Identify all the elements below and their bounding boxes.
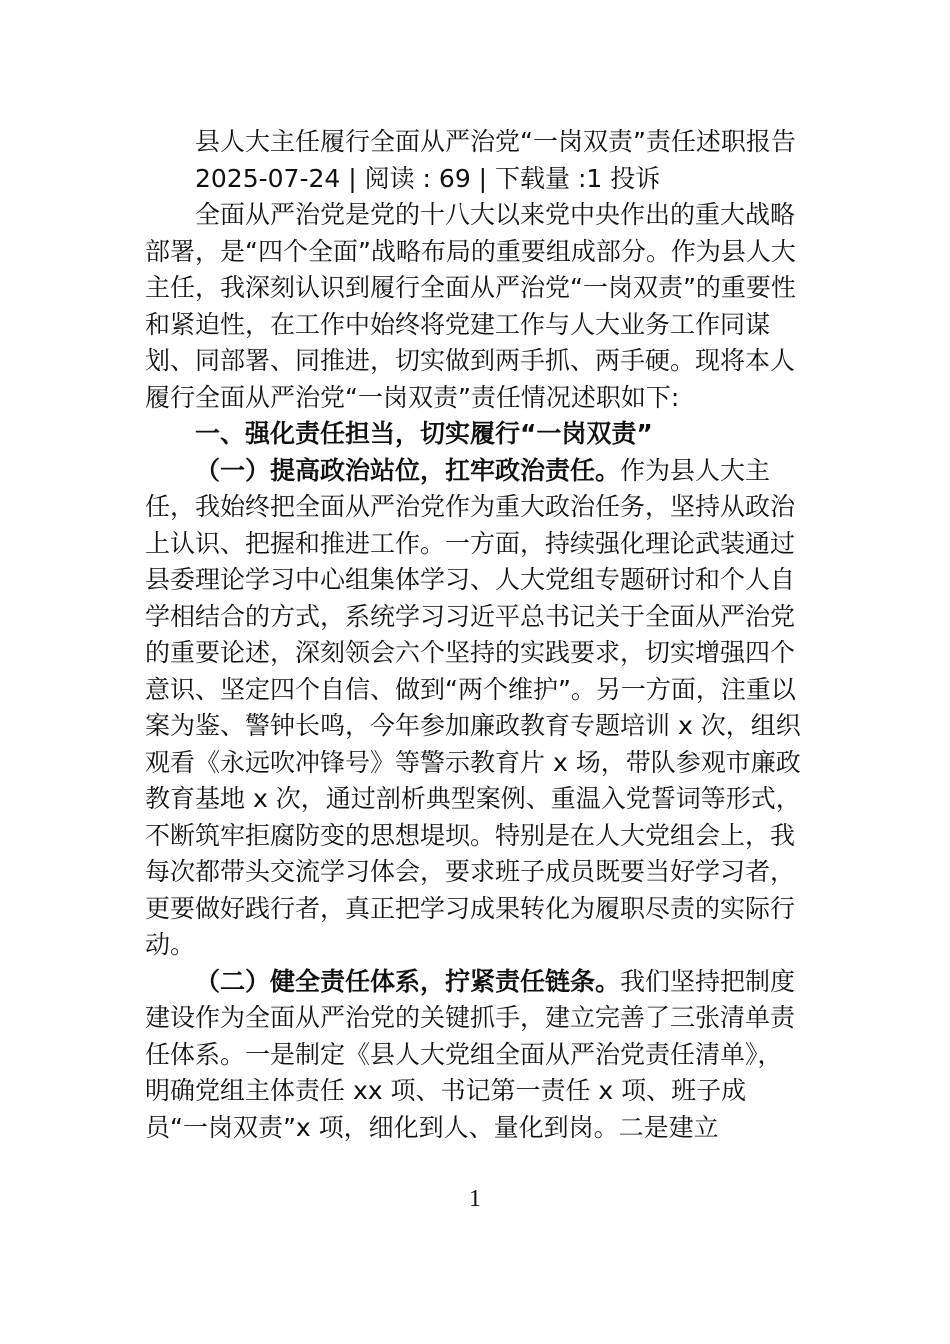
paragraph-body-2: 我们坚持把制度建设作为全面从严治党的关键抓手，建立完善了三张清单责任体系。一是制定《县人大党组全面从严治党责任清单》，明确党组主体责任 xx 项、书记第一责任 x 项、班子成员“一岗双责”x 项，细化到人、量化到岗。二是建立 [145,966,796,1142]
paragraph-intro: 全面从严治党是党的十八大以来党中央作出的重大战略部署，是“四个全面”战略布局的重要组成部分。作为县人大主任，我深刻认识到履行全面从严治党“一岗双责”的重要性和紧迫性，在工作中始终将党建工作与人大业务工作同谋划、同部署、同推进，切实做到两手抓、两手硬。现将本人履行全面从严治党“一岗双责”责任情况述职如下: [145,200,796,412]
document-body [145,124,807,1146]
paragraph-lead-1: （一）提高政治站位，扛牢政治责任。 [195,455,621,485]
paragraph-section-1-1 [145,453,807,964]
section-heading-1: 一、强化责任担当，切实履行“一岗双责” [195,419,653,448]
paragraph-body-1: 作为县人大主任，我始终把全面从严治党作为重大政治任务，坚持从政治上认识、把握和推进工作。一方面，持续强化理论武装通过县委理论学习中心组集体学习、人大党组专题研讨和个人自学相结合的方式，系统学习习近平总书记关于全面从严治党的重要论述，深刻领会六个坚持的实践要求，切实增强四个意识、坚定四个自信、做到“两个维护”。另一方面，注重以案为鉴、警钟长鸣，今年参加廉政教育专题培训 x 次，组织观看《永远吹冲锋号》等警示教育片 x 场，带队参观市廉政教育基地 x 次，通过剖析典型案例、重温入党誓词等形式，不断筑牢拒腐防变的思想堤坝。特别是在人大党组会上，我每次都带头交流学习体会，要求班子成员既要当好学习者，更要做好践行者，真正把学习成果转化为履职尽责的实际行动。 [145,455,801,959]
page-number: 1 [469,1186,481,1212]
document-title: 县人大主任履行全面从严治党“一岗双责”责任述职报告 [195,127,796,156]
paragraph-section-1-2 [145,964,807,1147]
paragraph-lead-2: （二）健全责任体系，拧紧责任链条。 [195,966,621,996]
document-meta-line: 2025-07-24 | 阅读 : 69 | 下载量 :1 投诉 [195,163,661,193]
